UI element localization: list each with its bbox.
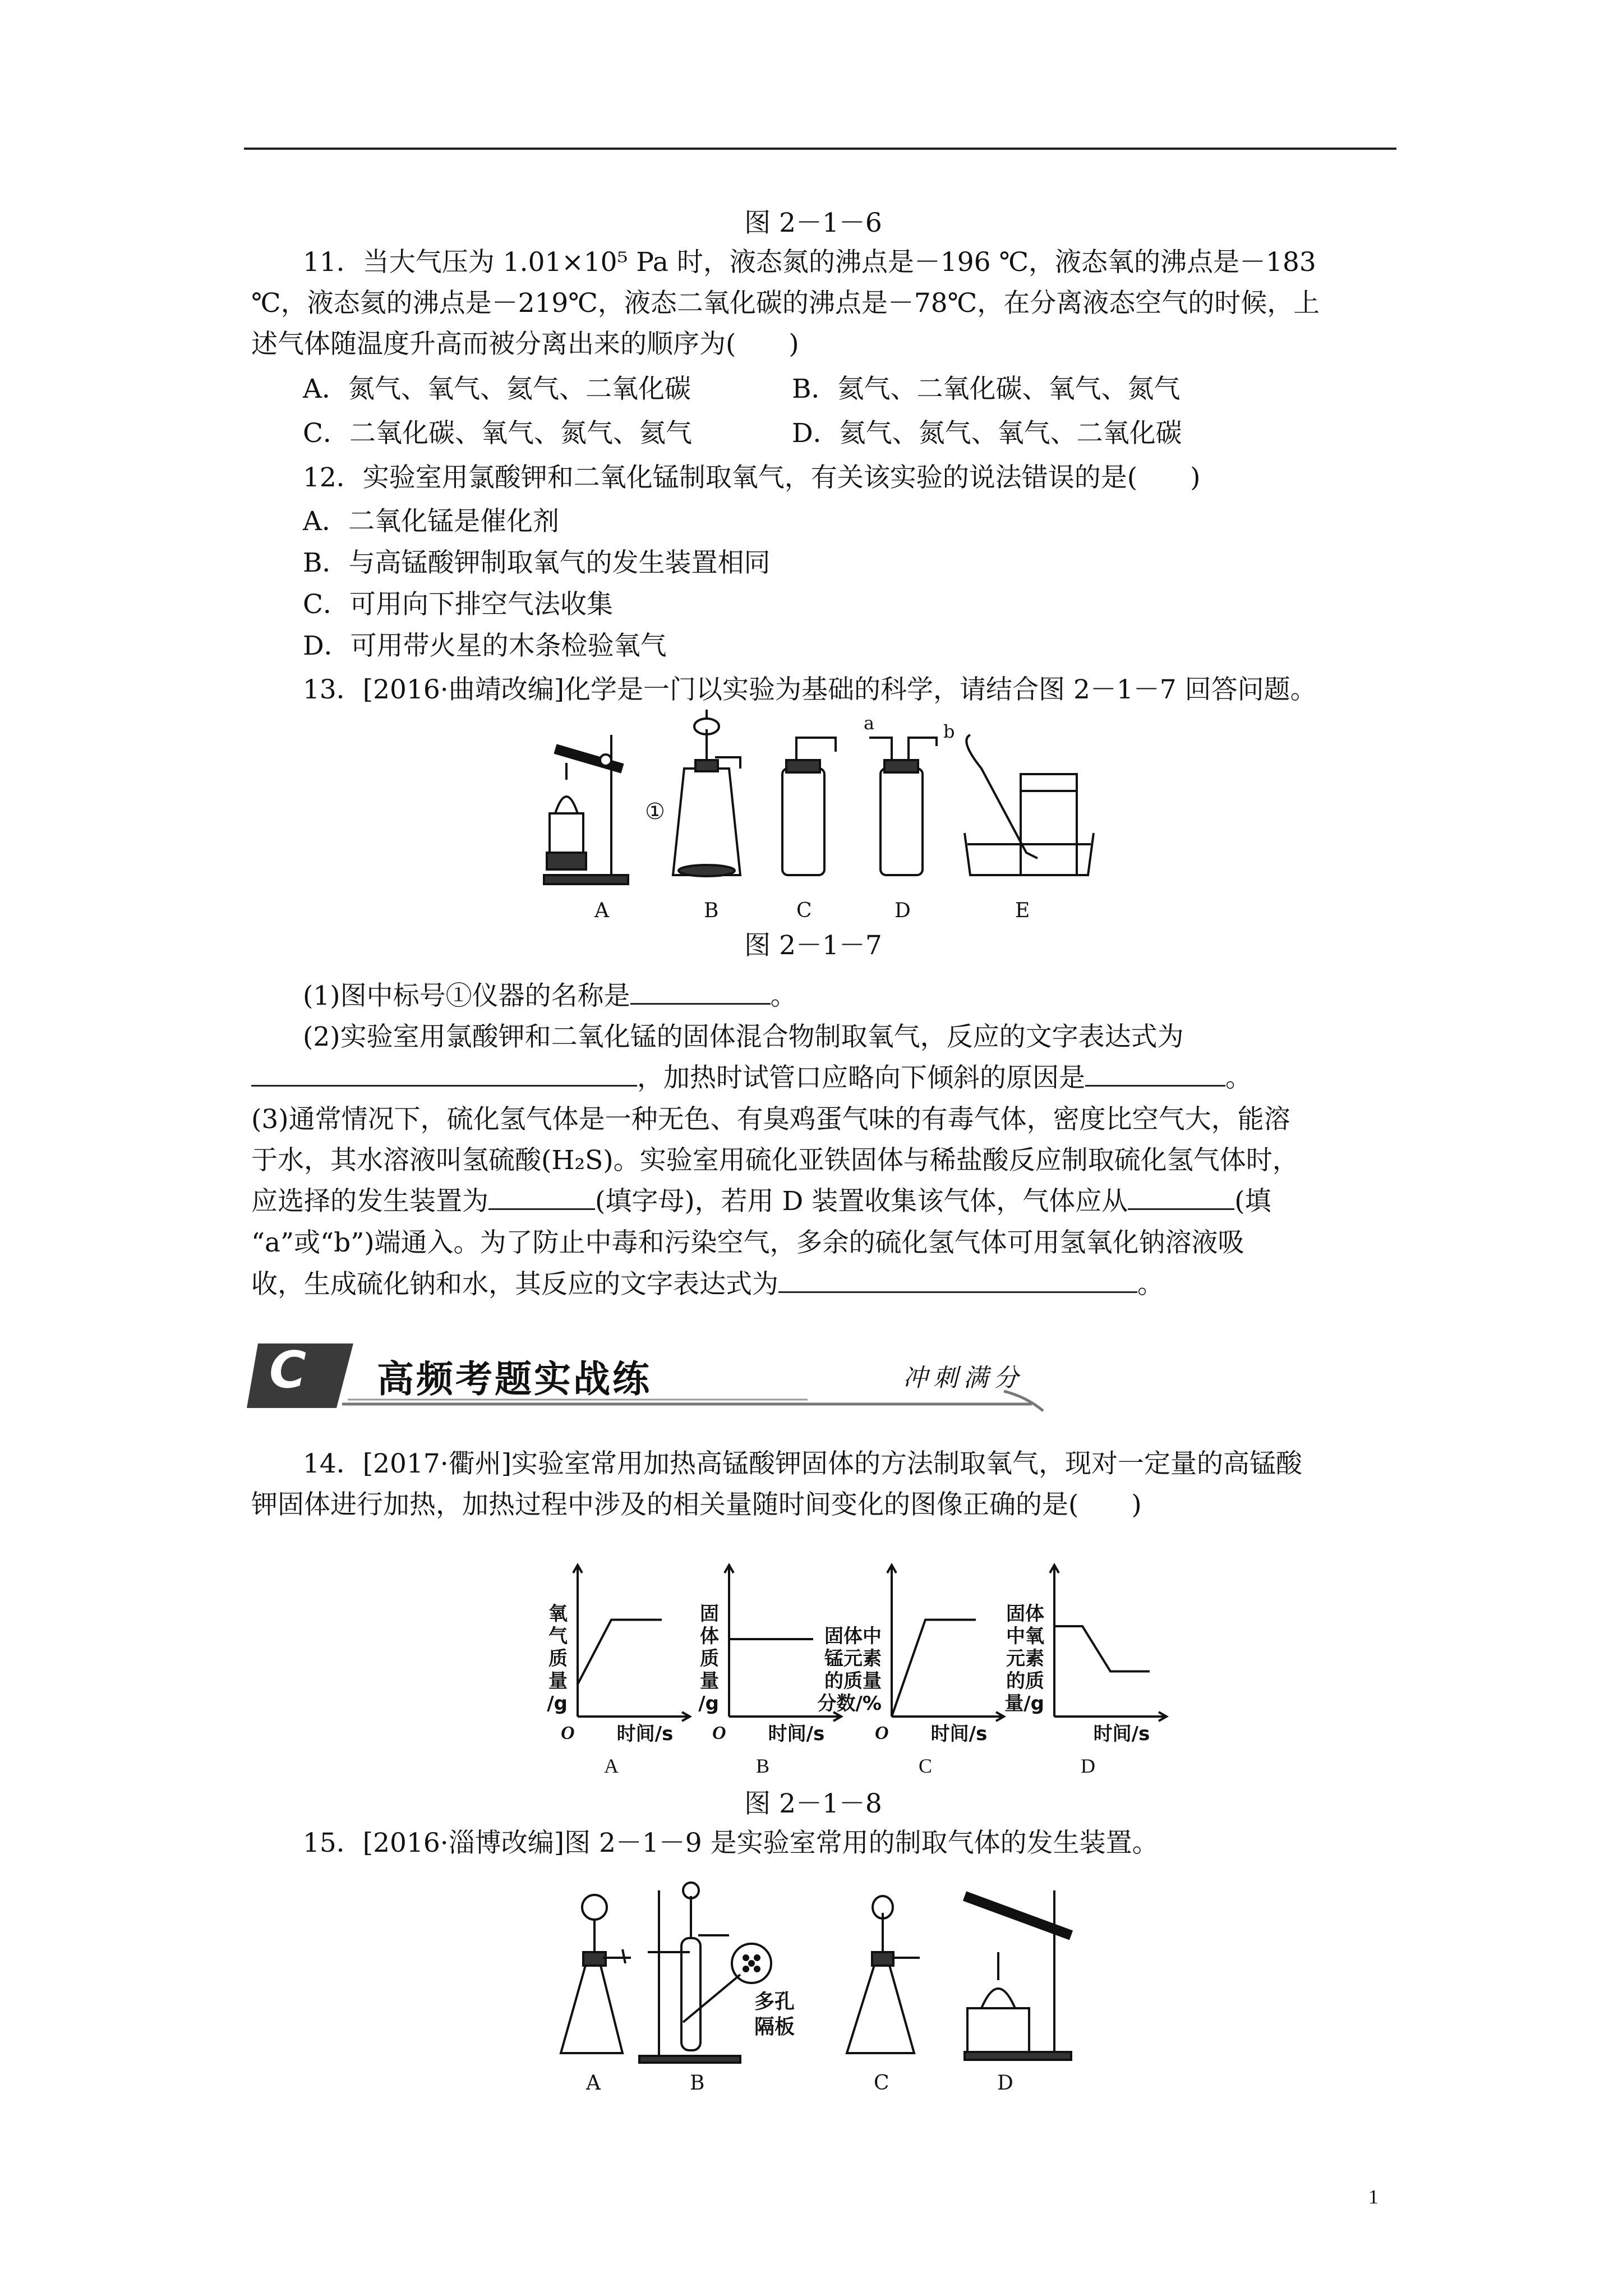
q11-option-a: A．氮气、氧气、氦气、二氧化碳 [303,374,691,404]
chart-x-label: 时间/s [1093,1723,1150,1745]
answer-blank[interactable] [251,1062,637,1087]
page-number: 1 [1368,2185,1378,2208]
q11-line3: 述气体随温度升高而被分离出来的顺序为( ) [251,329,799,360]
porous-plate-label-1: 多孔 [754,1990,795,2013]
apparatus-label-b: B [690,2072,705,2095]
chart-origin-label: O [561,1723,575,1743]
apparatus-b [639,1883,771,2063]
chart-panel-label: A [604,1755,619,1777]
q12-option-c: C．可用向下排空气法收集 [303,589,613,620]
q13-part3-line3b: (填字母)，若用 D 装置收集该气体，气体应从 [595,1186,1128,1217]
apparatus-c [847,1896,920,2053]
q14-line2: 钾固体进行加热，加热过程中涉及的相关量随时间变化的图像正确的是( ) [251,1489,1142,1520]
apparatus-label-c: C [796,899,812,922]
chart-series-line [892,1620,976,1717]
q13-part3-line5 [251,1264,1164,1305]
chart-y-label: 固体 [1006,1603,1044,1625]
figure-2-1-8-charts [533,1554,1178,1778]
chart-y-label: 固 [700,1603,719,1625]
q13-part3-line2: 于水，其水溶液叫氢硫酸(H₂S)。实验室用硫化亚铁固体与稀盐酸反应制取硫化氢气体时， [251,1145,1299,1176]
figure-caption-2-1-8: 图 2－1－8 [744,1788,882,1819]
chart-y-label: 固体中 [824,1625,882,1648]
chart-y-label: 气 [548,1625,568,1648]
chart-y-label: 分数/% [817,1692,882,1715]
apparatus-label-a: A [594,899,609,922]
apparatus-d [869,738,937,875]
q12-stem: 12．实验室用氯酸钾和二氧化锰制取氧气，有关该实验的说法错误的是( ) [303,462,1201,493]
porous-plate-label-2: 隔板 [754,2016,795,2039]
chart-y-label: 氧 [548,1603,568,1625]
q11-option-c: C．二氧化碳、氧气、氮气、氦气 [303,418,692,449]
q11-option-d: D．氦气、氮气、氧气、二氧化碳 [792,418,1182,449]
q13-part1-end: 。 [770,981,797,1011]
q13-part3-line3 [251,1181,1271,1222]
q13-part2-line2 [251,1058,1252,1098]
apparatus-d-port-a: a [864,712,875,734]
chart-origin-label: O [712,1723,726,1743]
chart-y-label: 量/g [1004,1692,1044,1715]
q15-stem: 15．[2016·淄博改编]图 2－1－9 是实验室常用的制取气体的发生装置。 [303,1828,1159,1858]
q13-part3-line3c: (填 [1234,1186,1271,1217]
answer-blank[interactable] [488,1186,595,1210]
q14-line1: 14．[2017·衢州]实验室常用加热高锰酸钾固体的方法制取氧气，现对一定量的高锰酸 [303,1448,1303,1479]
chart-y-label: /g [698,1692,719,1715]
chart-y-label: 的质 [1006,1670,1044,1692]
answer-blank[interactable] [1128,1186,1234,1210]
chart-y-label: 元素 [1006,1648,1044,1670]
answer-blank[interactable] [1085,1062,1225,1087]
apparatus-d [965,1890,1071,2060]
banner-title: 高频考题实战练 [377,1358,652,1401]
chart-y-label: 锰元素 [824,1648,882,1670]
apparatus-label-e: E [1015,899,1030,922]
chart-x-label: 时间/s [768,1723,825,1745]
chart-panel-label: D [1081,1755,1095,1777]
chart-origin-label: O [875,1723,889,1743]
apparatus-label-d: D [895,899,911,922]
q13-part3-line3a: 应选择的发生装置为 [251,1186,488,1217]
figure-caption-2-1-7: 图 2－1－7 [744,930,882,961]
q11-line1: 11．当大气压为 1.01×10⁵ Pa 时，液态氮的沸点是－196 ℃，液态氧的沸点是－183 [303,247,1316,278]
chart-panel-label: B [755,1755,770,1777]
q13-part3-line4: “a”或“b”)端通入。为了防止中毒和污染空气，多余的硫化氢气体可用氢氧化钠溶液吸 [251,1227,1244,1258]
apparatus-label-a: A [586,2072,601,2095]
apparatus-a [544,735,628,884]
q13-part2-mid: ，加热时试管口应略向下倾斜的原因是 [637,1062,1085,1093]
figure-2-1-7-apparatus [533,707,1122,920]
q12-option-d: D．可用带火星的木条检验氧气 [303,631,667,661]
q11-option-b: B．氦气、二氧化碳、氧气、氮气 [792,374,1181,404]
apparatus-b [673,710,740,876]
apparatus-d-port-b: b [943,721,955,742]
q13-part1-text: (1)图中标号①仪器的名称是 [303,981,630,1011]
q13-part1 [303,976,797,1016]
banner-letter: C [269,1341,309,1400]
top-rule [244,148,1396,150]
apparatus-label-b: B [704,899,719,922]
answer-blank[interactable] [778,1269,1137,1293]
chart-y-label: 量 [700,1670,719,1692]
banner-subtitle: 冲刺满分 [903,1364,1024,1392]
chart-x-label: 时间/s [616,1723,674,1745]
apparatus-a [561,1895,631,2053]
chart-y-label: 体 [700,1625,719,1648]
q13-part3-line5-text: 收，生成硫化钠和水，其反应的文字表达式为 [251,1269,778,1300]
chart-series-line [1054,1626,1150,1672]
q12-option-a: A．二氧化锰是催化剂 [303,506,559,537]
q13-part2-end: 。 [1225,1062,1252,1093]
q11-line2: ℃，液态氦的沸点是－219℃，液态二氧化碳的沸点是－78℃，在分离液态空气的时候，上 [251,288,1320,319]
apparatus-label-c: C [874,2072,889,2095]
q12-option-b: B．与高锰酸钾制取氧气的发生装置相同 [303,547,771,578]
answer-blank[interactable] [630,981,771,1005]
figure-2-1-9-apparatus [538,1874,1127,2095]
q13-part3-line1: (3)通常情况下，硫化氢气体是一种无色、有臭鸡蛋气味的有毒气体，密度比空气大，能溶 [251,1104,1290,1135]
figure-caption-2-1-6: 图 2－1－6 [744,208,882,238]
apparatus-e [965,735,1094,875]
chart-y-label: 中氧 [1006,1625,1044,1648]
q13-stem: 13．[2016·曲靖改编]化学是一门以实验为基础的科学，请结合图 2－1－7 回答问题。 [303,674,1317,705]
chart-x-label: 时间/s [930,1723,988,1745]
apparatus-c [782,738,836,875]
chart-y-label: 的质量 [824,1670,882,1692]
chart-y-label: 量 [548,1670,568,1692]
chart-panel-label: C [918,1755,933,1777]
chart-y-label: 质 [548,1648,568,1670]
q13-part2-line1: (2)实验室用氯酸钾和二氧化锰的固体混合物制取氧气，反应的文字表达式为 [303,1022,1184,1052]
chart-y-label: 质 [700,1648,719,1670]
q13-part3-line5-end: 。 [1137,1269,1164,1300]
chart-series-line [578,1620,662,1685]
chart-y-label: /g [547,1692,568,1715]
apparatus-label-d: D [997,2072,1013,2095]
q13-marker-1: ① [645,799,665,825]
